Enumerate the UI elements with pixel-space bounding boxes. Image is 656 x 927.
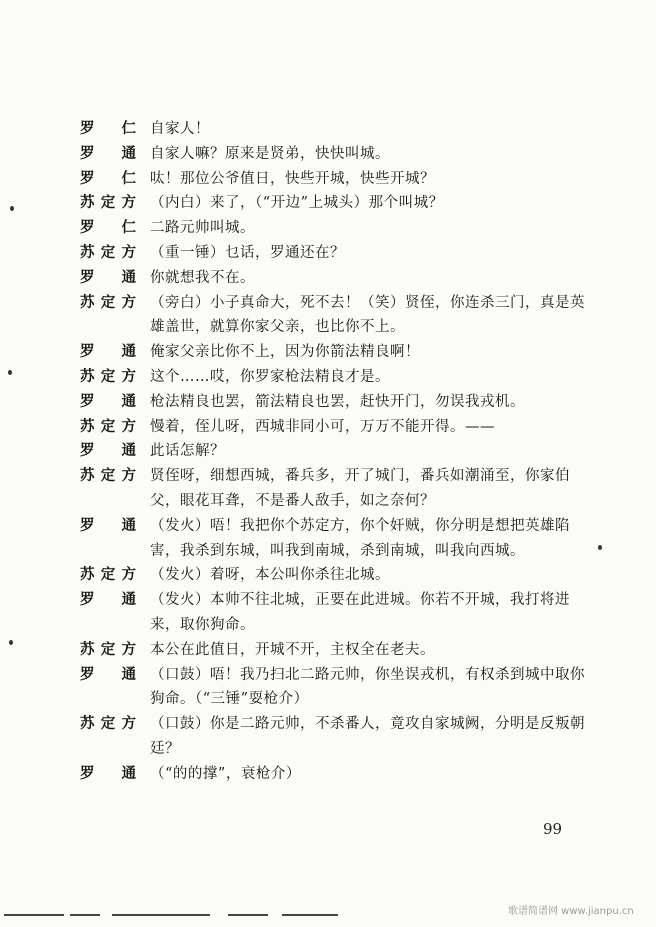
dialogue-text: 慢着，侄儿呀，西城非同小可，万万不能开得。—— [150,418,495,435]
dialogue-text: （发火）着呀，本公叫你杀往北城。 [150,567,390,584]
dialogue-line [80,142,590,167]
dialogue-text: 二路元帅叫城。 [150,220,255,237]
speaker-name: 苏 定 方 [80,367,136,385]
dialogue-line [80,266,590,291]
dialogue-line [80,241,590,266]
speaker-name: 苏 定 方 [80,467,136,485]
dialogue-line [80,464,590,514]
dialogue-text: 本公在此值日，开城不开，主权全在老夫。 [150,641,435,658]
speaker-name: 罗 仁 [80,169,136,187]
dialogue-text: （“的的撑”，衰枪介） [150,765,301,782]
dialogue-line [80,216,590,241]
scan-dot [598,545,602,550]
dialogue-line [80,439,590,464]
speaker-name: 罗 通 [80,442,136,460]
dialogue-line [80,415,590,440]
script-dialogue [80,117,590,787]
dialogue-line [80,514,590,564]
dialogue-line [80,588,590,638]
dialogue-text: （旁白）小子真命大，死不去！（笑）贤侄，你连杀三门，真是英雄盖世，就算你家父亲，也比你不上。 [150,294,585,336]
speaker-name: 罗 仁 [80,219,136,237]
dialogue-line [80,762,590,787]
dialogue-line [80,638,590,663]
speaker-name: 罗 通 [80,591,136,609]
bottom-rule-mark [112,914,210,916]
speaker-name: 苏 定 方 [80,566,136,584]
dialogue-line [80,712,590,762]
dialogue-line [80,365,590,390]
dialogue-text: （发火）唔！我把你个苏定方，你个奸贼，你分明是想把英雄陷害，我杀到东城，叫我到南城，杀到南城，叫我向西城。 [150,517,570,559]
bottom-rule-mark [4,914,64,916]
dialogue-line [80,340,590,365]
speaker-name: 罗 仁 [80,120,136,137]
page-number: 99 [543,820,563,838]
dialogue-text: 贤侄呀，细想西城，番兵多，开了城门，番兵如潮涌至，你家伯父，眼花耳聋，不是番人敌手，如之奈何？ [150,468,570,509]
speaker-name: 罗 通 [80,343,136,361]
dialogue-text: 自家人！ [150,121,210,137]
speaker-name: 苏 定 方 [80,293,136,311]
speaker-name: 罗 通 [80,268,136,286]
dialogue-line [80,390,590,415]
dialogue-line [80,117,590,142]
dialogue-text: 这个……哎，你罗家枪法精良才是。 [150,368,390,385]
bottom-rule-mark [282,914,338,916]
scan-dot [10,206,14,211]
dialogue-line [80,563,590,588]
dialogue-line [80,191,590,216]
speaker-name: 苏 定 方 [80,243,136,261]
dialogue-text: 你就想我不在。 [150,269,255,286]
speaker-name: 苏 定 方 [80,417,136,435]
speaker-name: 罗 通 [80,764,136,782]
speaker-name: 罗 通 [80,516,136,534]
dialogue-text: 此话怎解？ [150,443,225,460]
speaker-name: 苏 定 方 [80,640,136,658]
scan-dot [8,370,12,375]
scan-dot [9,640,13,645]
bottom-rule-mark [70,914,100,916]
dialogue-text: 枪法精良也罢，箭法精良也罢，赶快开门，勿误我戎机。 [150,393,525,410]
dialogue-text: （内白）来了，（“开边”上城头）那个叫城？ [150,195,444,212]
speaker-name: 苏 定 方 [80,194,136,212]
dialogue-text: （口鼓）你是二路元帅，不杀番人，竟攻自家城阙，分明是反叛朝廷？ [150,716,585,757]
dialogue-text: （重一锤）乜话，罗通还在？ [150,244,345,261]
speaker-name: 罗 通 [80,392,136,410]
dialogue-line [80,167,590,192]
watermark: 歌谱简谱网 www.jianpu.cn [508,906,634,917]
speaker-name: 罗 通 [80,665,136,683]
dialogue-line [80,663,590,713]
dialogue-text: 自家人嘛？原来是贤弟，快快叫城。 [150,145,390,162]
dialogue-text: 呔！那位公爷值日，快些开城，快些开城？ [150,170,435,187]
dialogue-line [80,291,590,341]
speaker-name: 罗 通 [80,144,136,162]
dialogue-text: （发火）本帅不往北城，正要在此进城。你若不开城，我打将进来，取你狗命。 [150,592,570,633]
dialogue-text: （口鼓）唔！我乃扫北二路元帅，你坐误戎机，有权杀到城中取你狗命。（“三锤”耍枪介） [150,666,585,708]
bottom-rule-mark [228,914,268,916]
speaker-name: 苏 定 方 [80,715,136,733]
dialogue-text: 俺家父亲比你不上，因为你箭法精良啊！ [150,344,420,361]
